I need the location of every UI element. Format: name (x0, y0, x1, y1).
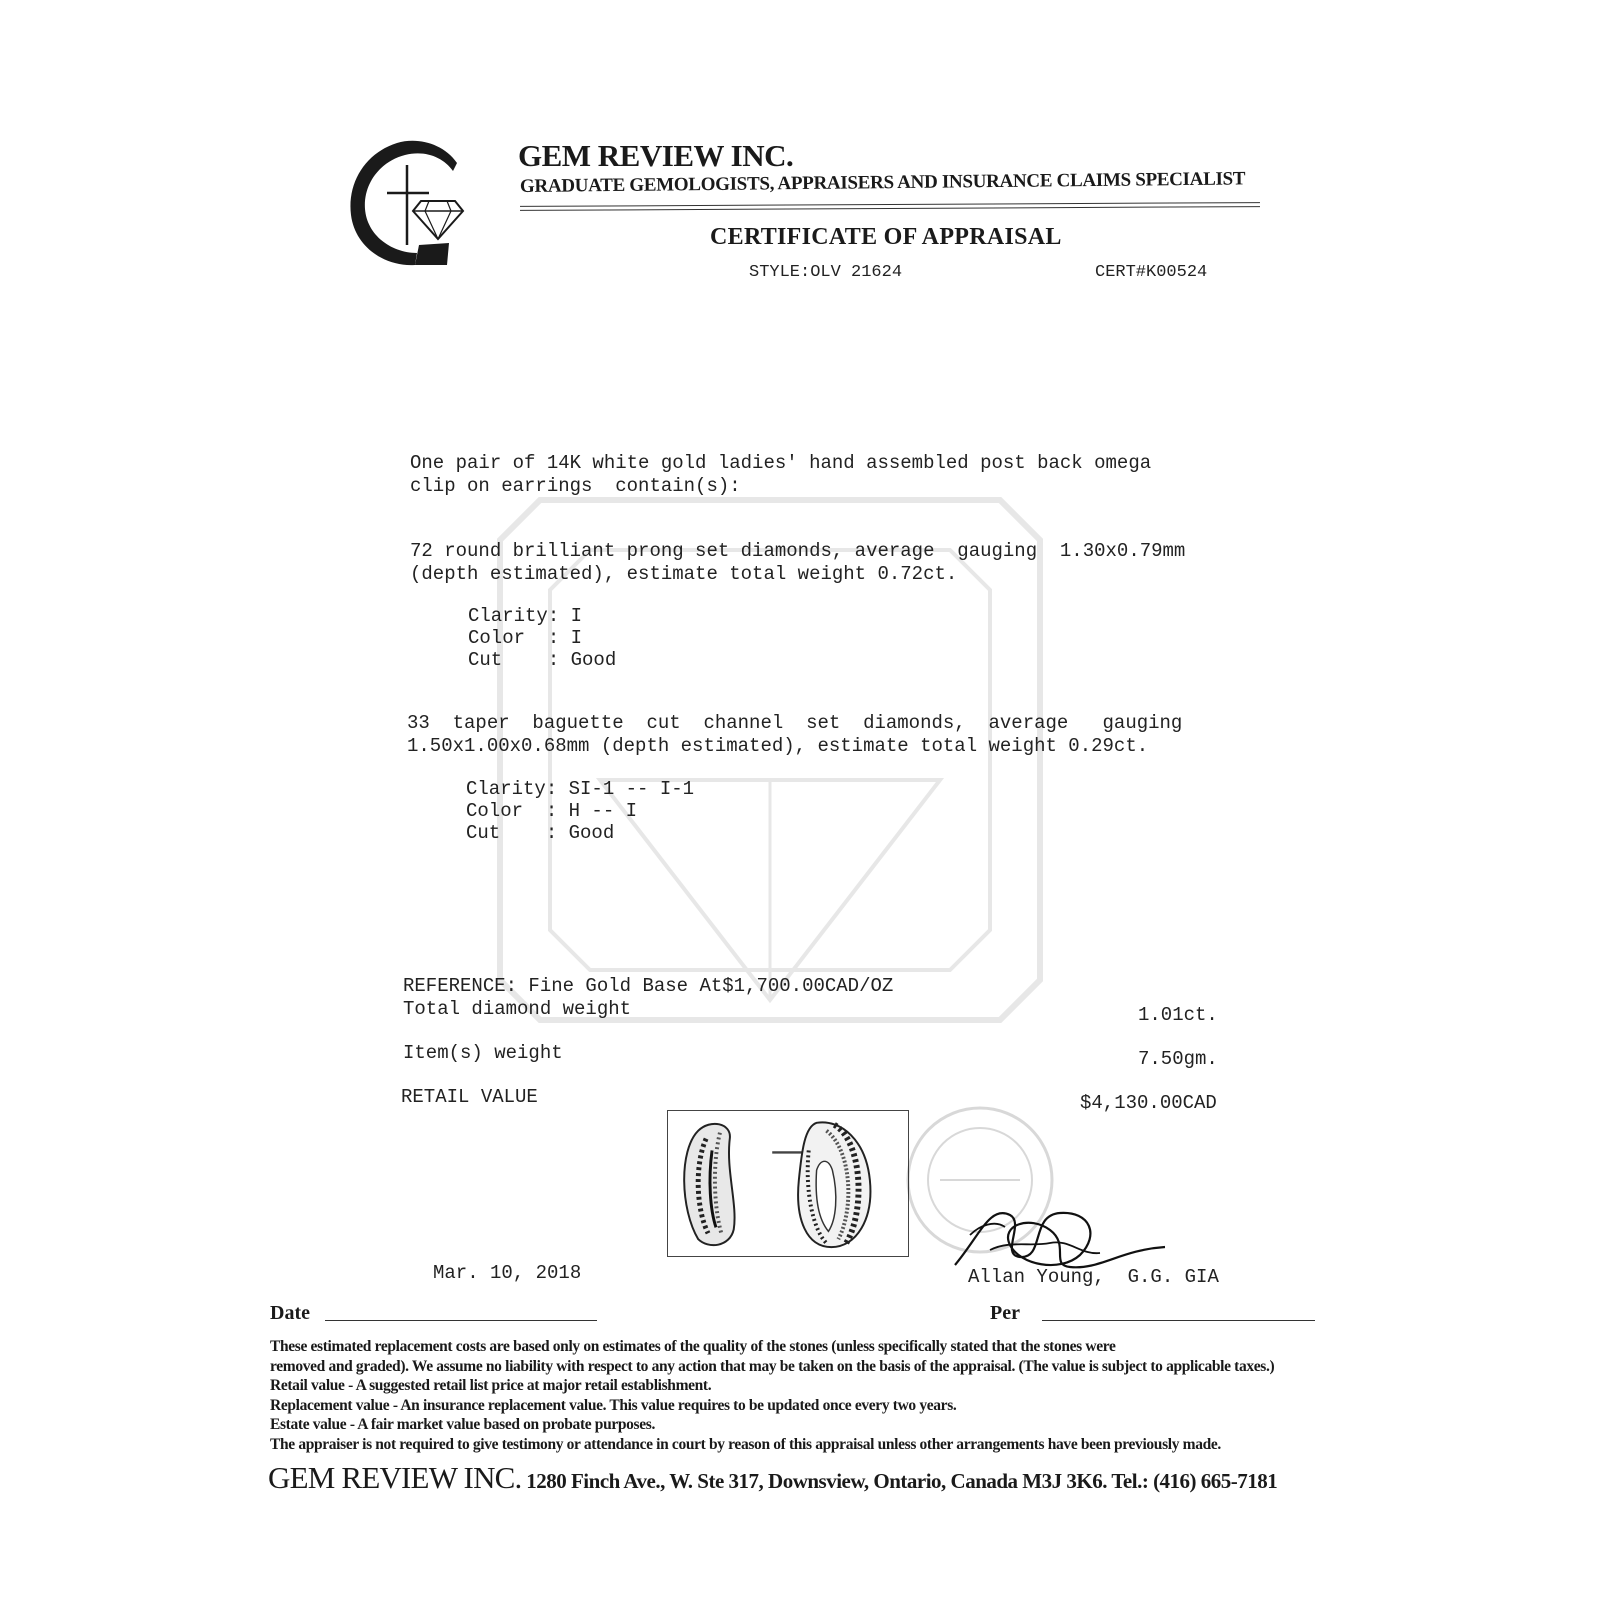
diamond-grades-baguette: Clarity: SI-1 -- I-1 Color : H -- I Cut : Good (466, 778, 695, 844)
disclaimer-line: Replacement value - An insurance replacement value. This value requires to be updated once every two years. (270, 1396, 957, 1414)
date-signature-line (325, 1320, 597, 1321)
footer (268, 1460, 1277, 1496)
footer-company-name: GEM REVIEW INC. (268, 1460, 522, 1495)
company-name: GEM REVIEW INC. (518, 138, 794, 173)
disclaimer-line: Retail value - A suggested retail list price at major retail establishment. (270, 1377, 712, 1394)
earrings-photo (667, 1110, 909, 1257)
style-number: STYLE:OLV 21624 (749, 263, 903, 282)
footer-address: 1280 Finch Ave., W. Ste 317, Downsview, Ontario, Canada M3J 3K6. Tel.: (416) 665-7181 (521, 1469, 1278, 1493)
total-weight-label: Total diamond weight (403, 998, 632, 1020)
per-signature-line (1042, 1320, 1315, 1321)
disclaimer-line: These estimated replacement costs are based only on estimates of the quality of the stones (unless specifically stated that the stones were (270, 1338, 1116, 1355)
appraisal-date: Mar. 10, 2018 (433, 1262, 582, 1284)
per-label: Per (990, 1302, 1020, 1324)
diamond-group-baguette: 33 taper baguette cut channel set diamonds, average gauging 1.50x1.00x0.68mm (depth estimated), estimate total weight 0.29ct. (407, 712, 1183, 757)
total-weight-value: 1.01ct. (1138, 1004, 1218, 1026)
document-title: CERTIFICATE OF APPRAISAL (710, 224, 1062, 250)
disclaimer-line: The appraiser is not required to give testimony or attendance in court by reason of this appraisal unless other arrangements have been previously made. (270, 1435, 1221, 1453)
retail-value-label: RETAIL VALUE (401, 1086, 538, 1108)
company-tagline: GRADUATE GEMOLOGISTS, APPRAISERS AND INSURANCE CLAIMS SPECIALIST (519, 168, 1246, 197)
date-label: Date (270, 1302, 310, 1324)
retail-value-amount: $4,130.00CAD (1080, 1092, 1217, 1114)
disclaimer-line: removed and graded). We assume no liability with respect to any action that may be taken on the basis of the appraisal. (The value is subject to applicable taxes.) (270, 1357, 1275, 1375)
header-divider (520, 202, 1260, 211)
item-weight-label: Item(s) weight (403, 1042, 563, 1064)
disclaimer (270, 1337, 1360, 1454)
item-weight-value: 7.50gm. (1138, 1048, 1218, 1070)
appraiser-name: Allan Young, G.G. GIA (968, 1266, 1219, 1288)
item-description: One pair of 14K white gold ladies' hand assembled post back omega clip on earrings contain(s): (410, 452, 1152, 497)
certificate-number: CERT#K00524 (1095, 263, 1208, 282)
gold-reference: REFERENCE: Fine Gold Base At$1,700.00CAD/OZ (403, 975, 894, 997)
diamond-group-round: 72 round brilliant prong set diamonds, average gauging 1.30x0.79mm (depth estimated), estimate total weight 0.72ct. (410, 540, 1186, 585)
disclaimer-line: Estate value - A fair market value based on probate purposes. (270, 1416, 655, 1433)
diamond-grades-round: Clarity: I Color : I Cut : Good (468, 605, 617, 671)
gem-review-logo-icon (345, 135, 475, 270)
